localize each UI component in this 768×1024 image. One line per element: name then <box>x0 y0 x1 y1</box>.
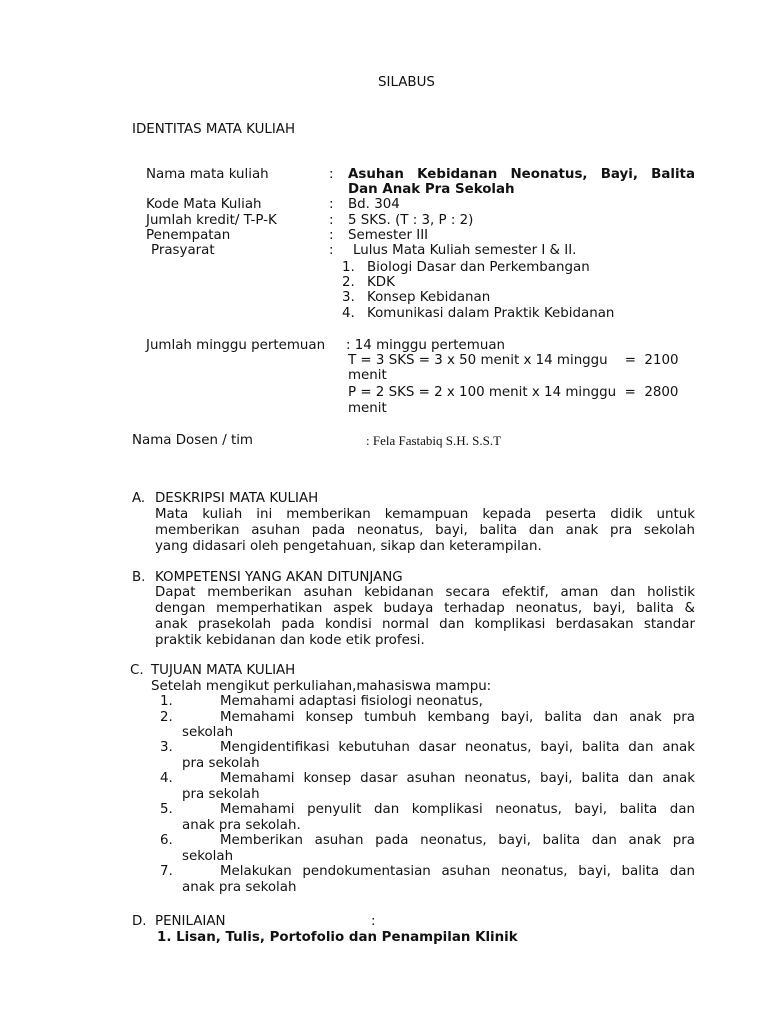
tujuan-item-num: 7. <box>160 864 173 879</box>
nama-colon: : <box>329 167 334 182</box>
kompetensi-line: anak prasekolah pada kondisi normal dan komplikasi berdasakan standar <box>155 617 695 632</box>
tujuan-item-cont: anak pra sekolah <box>182 880 297 895</box>
kode-colon: : <box>329 197 334 212</box>
kompetensi-line: praktik kebidanan dan kode etik profesi. <box>155 633 425 648</box>
prasyarat-item-text: KDK <box>367 275 395 290</box>
tujuan-item-num: 5. <box>160 802 173 817</box>
tujuan-item-num: 1. <box>160 694 173 709</box>
nama-label: Nama mata kuliah <box>146 167 269 182</box>
minggu-value: : 14 minggu pertemuan <box>346 338 506 353</box>
kode-value: Bd. 304 <box>348 197 400 212</box>
tujuan-item-cont: pra sekolah <box>182 756 260 771</box>
p-calc-line2: menit <box>348 401 387 416</box>
tujuan-item-cont: sekolah <box>182 849 234 864</box>
tujuan-item-cont: sekolah <box>182 725 234 740</box>
tujuan-item-text: Memahami penyulit dan komplikasi neonatus, bayi, balita dan <box>220 802 695 817</box>
prasyarat-item-num: 2. <box>342 275 355 290</box>
tujuan-item-text: Memahami adaptasi fisiologi neonatus, <box>220 694 483 709</box>
dosen-label: Nama Dosen / tim <box>132 433 253 448</box>
prasyarat-item-num: 4. <box>342 306 355 321</box>
tujuan-item-num: 3. <box>160 740 173 755</box>
penilaian-colon: : <box>371 914 376 929</box>
tujuan-item-num: 6. <box>160 833 173 848</box>
tujuan-item-num: 2. <box>160 710 173 725</box>
tujuan-item-text: Mengidentifikasi kebutuhan dasar neonatus, bayi, balita dan anak <box>220 740 695 755</box>
section-letter: C. <box>130 663 144 678</box>
t-calc-line1: T = 3 SKS = 3 x 50 menit x 14 minggu = 2100 <box>348 353 679 368</box>
section-letter: B. <box>132 570 146 585</box>
prasyarat-colon: : <box>329 243 334 258</box>
penempatan-label: Penempatan <box>146 228 231 243</box>
deskripsi-heading: DESKRIPSI MATA KULIAH <box>155 491 319 506</box>
tujuan-item-text: Memahami konsep dasar asuhan neonatus, bayi, balita dan anak <box>220 771 695 786</box>
prasyarat-item-num: 3. <box>342 290 355 305</box>
tujuan-item-text: Memahami konsep tumbuh kembang bayi, balita dan anak pra <box>220 710 695 725</box>
penilaian-heading: PENILAIAN <box>155 914 226 929</box>
deskripsi-line: memberikan asuhan pada neonatus, bayi, balita dan anak pra sekolah <box>155 523 695 538</box>
tujuan-item-text: Memberikan asuhan pada neonatus, bayi, balita dan anak pra <box>220 833 695 848</box>
section-letter: D. <box>132 914 147 929</box>
kompetensi-line: dengan memperhatikan aspek budaya terhadap neonatus, bayi, balita & <box>155 601 695 616</box>
kode-label: Kode Mata Kuliah <box>146 197 262 212</box>
dosen-value: : Fela Fastabiq S.H. S.S.T <box>366 433 502 448</box>
identitas-heading: IDENTITAS MATA KULIAH <box>132 122 296 137</box>
prasyarat-value: Lulus Mata Kuliah semester I & II. <box>353 243 577 258</box>
prasyarat-item-text: Biologi Dasar dan Perkembangan <box>367 260 590 275</box>
tujuan-item-cont: pra sekolah <box>182 787 260 802</box>
document-title: SILABUS <box>378 75 435 90</box>
penempatan-value: Semester III <box>348 228 429 243</box>
kredit-colon: : <box>329 213 334 228</box>
penilaian-item: 1. Lisan, Tulis, Portofolio dan Penampilan Klinik <box>157 930 518 945</box>
kompetensi-line: Dapat memberikan asuhan kebidanan secara efektif, aman dan holistik <box>155 585 695 600</box>
tujuan-item-text: Melakukan pendokumentasian asuhan neonatus, bayi, balita dan <box>220 864 695 879</box>
nama-value-line1: Asuhan Kebidanan Neonatus, Bayi, Balita <box>348 167 695 182</box>
tujuan-item-cont: anak pra sekolah. <box>182 818 301 833</box>
kompetensi-heading: KOMPETENSI YANG AKAN DITUNJANG <box>155 570 403 585</box>
prasyarat-item-num: 1. <box>342 260 355 275</box>
tujuan-intro: Setelah mengikut perkuliahan,mahasiswa mampu: <box>151 679 492 694</box>
prasyarat-item-text: Komunikasi dalam Praktik Kebidanan <box>367 306 615 321</box>
deskripsi-line: yang didasari oleh pengetahuan, sikap dan keterampilan. <box>155 539 542 554</box>
kredit-value: 5 SKS. (T : 3, P : 2) <box>348 213 474 228</box>
p-calc-line1: P = 2 SKS = 2 x 100 menit x 14 minggu = 2800 <box>348 385 679 400</box>
t-calc-line2: menit <box>348 368 387 383</box>
prasyarat-item-text: Konsep Kebidanan <box>367 290 491 305</box>
tujuan-heading: TUJUAN MATA KULIAH <box>151 663 296 678</box>
penempatan-colon: : <box>329 228 334 243</box>
prasyarat-label: Prasyarat <box>151 243 215 258</box>
minggu-label: Jumlah minggu pertemuan <box>146 338 326 353</box>
nama-value-line2: Dan Anak Pra Sekolah <box>348 182 515 197</box>
section-letter: A. <box>132 491 146 506</box>
deskripsi-line: Mata kuliah ini memberikan kemampuan kepada peserta didik untuk <box>155 507 695 522</box>
kredit-label: Jumlah kredit/ T-P-K <box>146 213 277 228</box>
tujuan-item-num: 4. <box>160 771 173 786</box>
